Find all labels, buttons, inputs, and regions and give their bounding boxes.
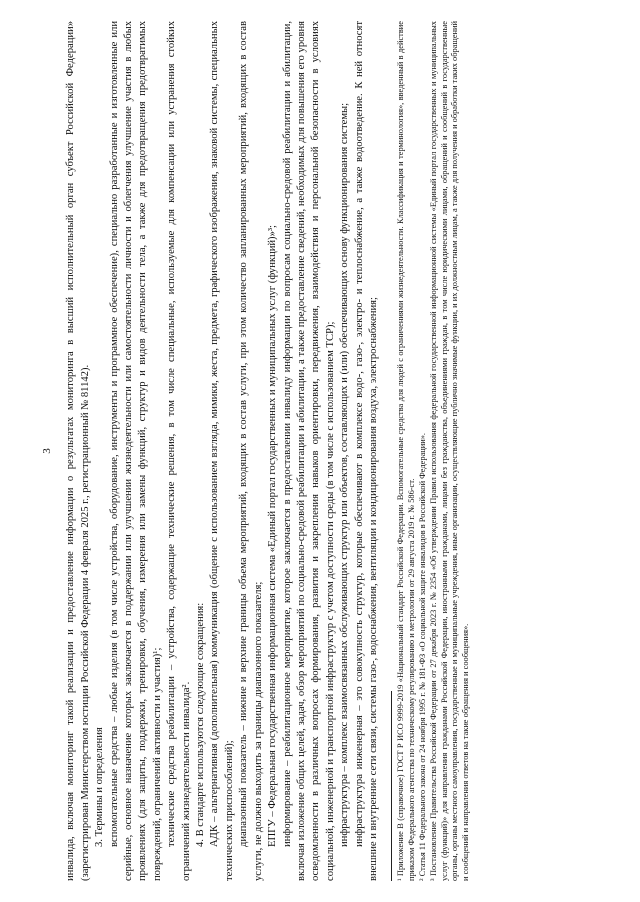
section-4-heading: 4. В стандарте используются следующие сокращения:: [195, 602, 207, 847]
abbr-adk: АДК – альтернативная (дополнительная) коммуникация (общение с использованием взгляда, мимики, жеста, предмета, графического изображения, знаковой системы, специальных технических приспособлений);: [209, 21, 235, 881]
intro-paragraph: инвалида, включая мониторинг такой реализации и предоставление информации о результатах мониторинга в высший исполнительный орган субъект Российской Федерации» (зарегистрирован Министерством юстиции Российской Федерации 4 февраля 2025 г., регистрационный № 81142).: [65, 21, 91, 881]
page-number: 3: [41, 448, 53, 454]
definition-rehab-devices: технические средства реабилитации – устройства, содержащие технические решения, в том числе специальные, используемые для компенсации или устранения стойких ограничений жизнедеятельности инвалида².: [166, 21, 192, 881]
abbr-epgu: ЕПГУ – Федеральная государственная информационная система «Единый портал государственных и муниципальных услуг (функций)»³;: [267, 225, 279, 847]
footnote-divider: [391, 691, 392, 881]
abbr-range-indicator: диапазонный показатель – нижние и верхние границы объема мероприятий, входящих в состав услуги, при этом количество запланированных мероприятий, входящих в состав услуги, не должно выходить за границы диапазонного показателя;: [238, 21, 264, 881]
abbr-informing: информирование – реабилитационное мероприятие, которое заключается в предоставлении инвалиду информации по вопросам социально-средовой реабилитации и абилитации, включая изложение общих целей, задач, обзор мероприятий по социально-средовой реабилитации и абилитации, а также предоставление сведений, необходимых для повышения его уровня осведомленности в различных вопросах формирования, развития и закрепления навыков ориентировки, передвижения, взаимодействия и персональной безопасности в условиях социальной, инженерной и транспортной инфраструктур с учетом доступности среды (в том числе с использованием ТСР);: [281, 21, 336, 881]
section-3-heading: 3. Термины и определения: [94, 727, 106, 847]
rotated-text-block: [40, 21, 600, 881]
footnote-2: ² Статья 11 Федерального закона от 24 ноября 1995 г. № 181-ФЗ «О социальной защите инвалидов в Российской Федерации».: [417, 432, 427, 881]
abbr-infrastructure: инфраструктура – комплекс взаимосвязанных обслуживающих структур или объектов, составляющих и (или) обеспечивающих основу функционирования системы;: [339, 102, 351, 847]
footnote-3: ³ Постановление Правительства Российской Федерации от 27 декабря 2023 г. № 2354 «Об утверждении Правил использования федеральной государственной информационной системы «Единый портал государственных и муниципальных услуг (функций)» для направления гражданами Российской Федерации, иностранными гражданами, лицами без гражданства, объединениями граждан, в том числе юридическими лицами, обращений и сообщений в государственные органы, органы местного самоуправления, государственные и муниципальные учреждения, иные организации, осуществляющие публично значимые функции, и их должностным лицам, а также для получения и обработки таких обращений и сообщений и направления ответов на такие обращения и сообщения».: [428, 21, 471, 881]
abbr-engineering-infrastructure: инфраструктура инженерная – это совокупность структур, которые обеспечивают в комплексе водо-, газо-, электро- и теплоснабжение, а также водоотведение. К ней относят внешние и внутренние сети связи, системы газо-, водоснабжения, вентиляции и кондиционирования воздуха, электроснабжения;: [353, 21, 379, 881]
footnote-1: ¹ Приложение В (справочное) ГОСТ Р ИСО 9999-2019 «Национальный стандарт Российской Федерации. Вспомогательные средства для людей с ограничениями жизнедеятельности. Классификация и терминология», введенный в действие приказом Федерального агентства по техническому регулированию и метрологии от 29 августа 2019 г. № 586-ст.: [396, 21, 417, 881]
definition-assistive-devices: вспомогательные средства – любые изделия (в том числе устройства, оборудование, инструменты и программное обеспечение), специально разработанные и изготовленные или серийные, основное назначение которых заключается в поддержании или улучшении жизнедеятельности или самостоятельности личности и облегчения улучшение участия в любых проявлениях (для защиты, поддержки, тренировки, обучения, измерения или замены функций, структур и видов деятельности тела, а также для предотвращения предотвратимых повреждений, ограничений активности и участия)¹;: [108, 21, 163, 881]
